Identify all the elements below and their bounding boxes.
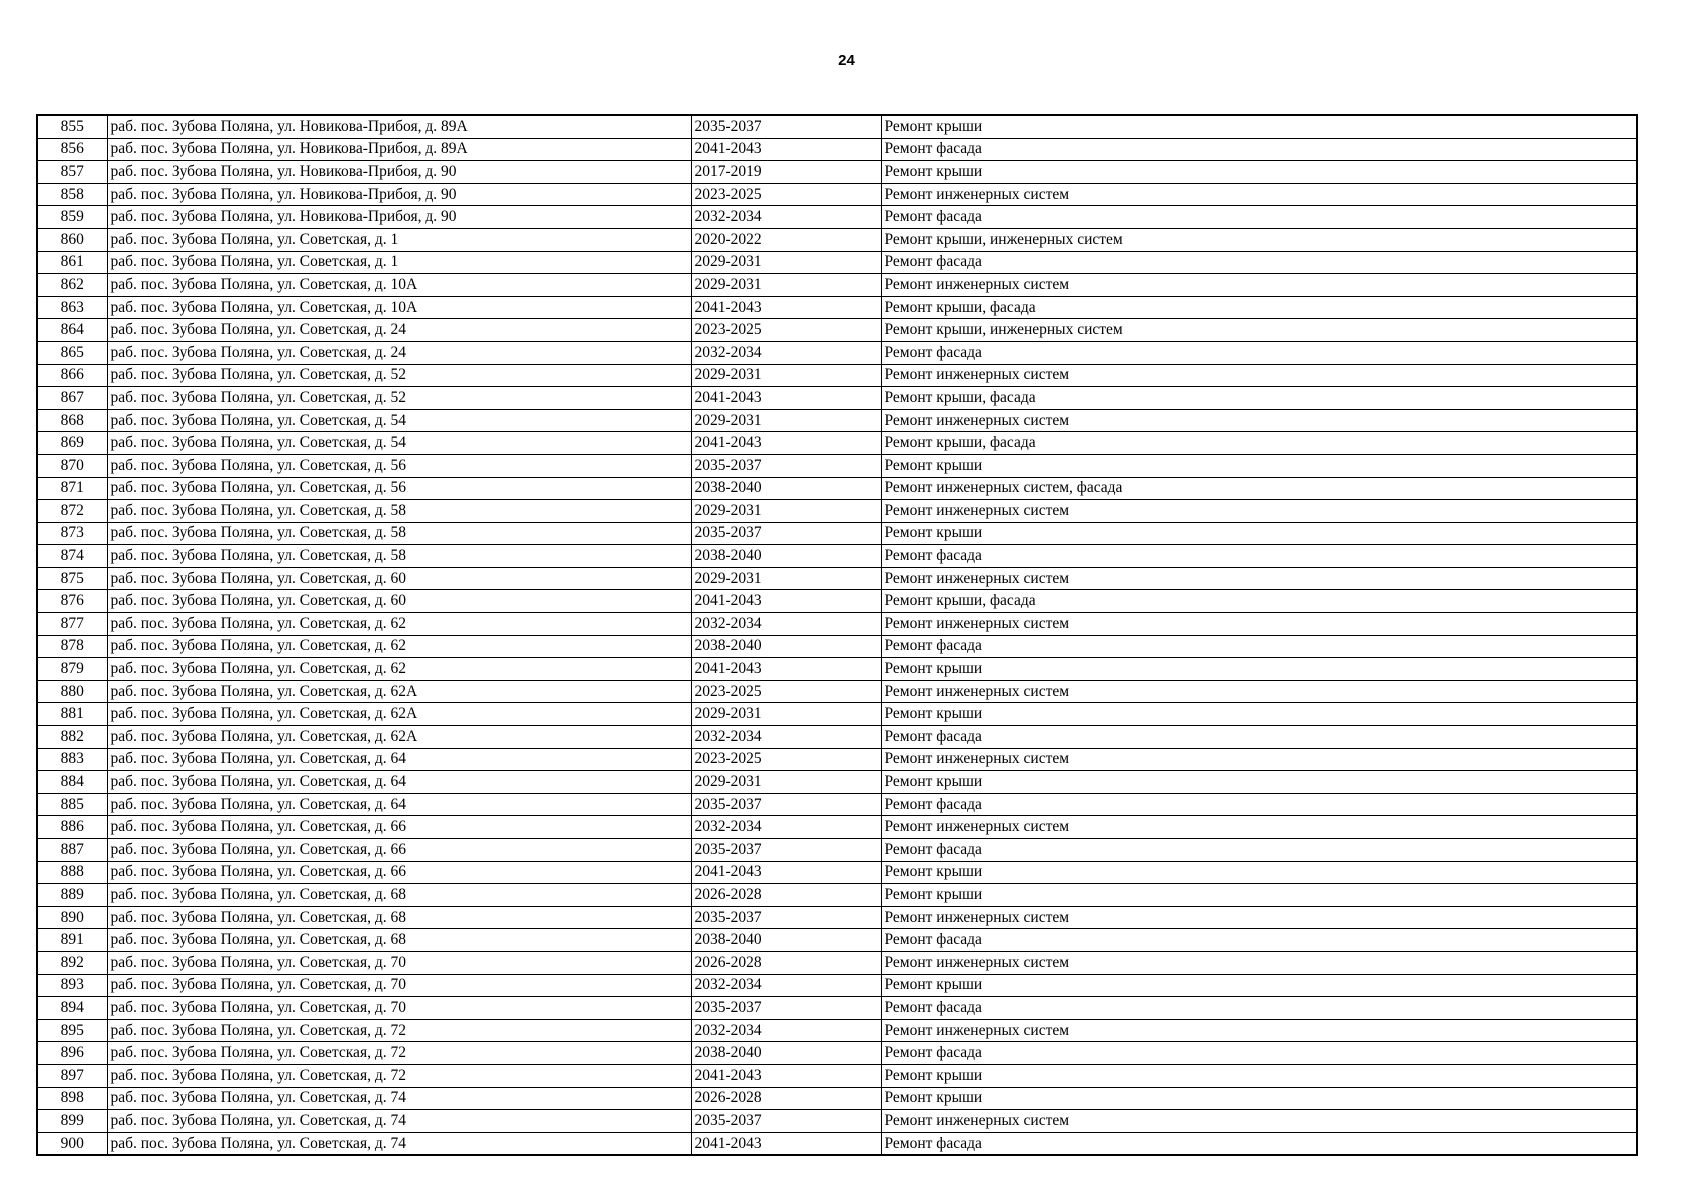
address-cell: раб. пос. Зубова Поляна, ул. Советская, д. 68 [107, 906, 691, 929]
table-row [37, 726, 1637, 749]
period-cell: 2035-2037 [691, 793, 881, 816]
row-number: 884 [37, 771, 107, 794]
work-type-cell: Ремонт инженерных систем [881, 1019, 1637, 1042]
table-body [37, 115, 1637, 1155]
work-type-cell: Ремонт инженерных систем [881, 1110, 1637, 1133]
row-number: 888 [37, 861, 107, 884]
work-type-cell: Ремонт крыши [881, 703, 1637, 726]
address-cell: раб. пос. Зубова Поляна, ул. Советская, д. 72 [107, 1042, 691, 1065]
work-type-cell: Ремонт инженерных систем [881, 409, 1637, 432]
work-type-cell: Ремонт крыши [881, 115, 1637, 138]
address-cell: раб. пос. Зубова Поляна, ул. Советская, д. 10А [107, 274, 691, 297]
work-type-cell: Ремонт крыши [881, 771, 1637, 794]
table-row [37, 613, 1637, 636]
row-number: 871 [37, 477, 107, 500]
address-cell: раб. пос. Зубова Поляна, ул. Советская, д. 24 [107, 319, 691, 342]
row-number: 856 [37, 138, 107, 161]
address-cell: раб. пос. Зубова Поляна, ул. Советская, д. 58 [107, 522, 691, 545]
work-type-cell: Ремонт инженерных систем [881, 816, 1637, 839]
address-cell: раб. пос. Зубова Поляна, ул. Советская, д. 62А [107, 726, 691, 749]
period-cell: 2026-2028 [691, 884, 881, 907]
period-cell: 2032-2034 [691, 613, 881, 636]
row-number: 861 [37, 251, 107, 274]
work-type-cell: Ремонт крыши [881, 974, 1637, 997]
row-number: 855 [37, 115, 107, 138]
table-row [37, 432, 1637, 455]
work-type-cell: Ремонт фасада [881, 138, 1637, 161]
period-cell: 2029-2031 [691, 251, 881, 274]
row-number: 862 [37, 274, 107, 297]
period-cell: 2041-2043 [691, 138, 881, 161]
table-row [37, 206, 1637, 229]
table-row [37, 839, 1637, 862]
row-number: 898 [37, 1087, 107, 1110]
period-cell: 2035-2037 [691, 454, 881, 477]
address-cell: раб. пос. Зубова Поляна, ул. Советская, д. 72 [107, 1064, 691, 1087]
period-cell: 2029-2031 [691, 364, 881, 387]
address-cell: раб. пос. Зубова Поляна, ул. Советская, д. 58 [107, 500, 691, 523]
work-type-cell: Ремонт крыши [881, 861, 1637, 884]
table-row [37, 567, 1637, 590]
address-cell: раб. пос. Зубова Поляна, ул. Советская, д. 64 [107, 793, 691, 816]
row-number: 866 [37, 364, 107, 387]
row-number: 875 [37, 567, 107, 590]
work-type-cell: Ремонт инженерных систем [881, 183, 1637, 206]
period-cell: 2032-2034 [691, 816, 881, 839]
row-number: 873 [37, 522, 107, 545]
period-cell: 2035-2037 [691, 839, 881, 862]
row-number: 892 [37, 951, 107, 974]
address-cell: раб. пос. Зубова Поляна, ул. Советская, д. 66 [107, 861, 691, 884]
row-number: 896 [37, 1042, 107, 1065]
work-type-cell: Ремонт инженерных систем [881, 680, 1637, 703]
table-row [37, 1087, 1637, 1110]
row-number: 870 [37, 454, 107, 477]
work-type-cell: Ремонт крыши [881, 1064, 1637, 1087]
work-type-cell: Ремонт крыши, фасада [881, 387, 1637, 410]
work-type-cell: Ремонт фасада [881, 206, 1637, 229]
address-cell: раб. пос. Зубова Поляна, ул. Советская, д. 52 [107, 364, 691, 387]
period-cell: 2029-2031 [691, 274, 881, 297]
work-type-cell: Ремонт фасада [881, 929, 1637, 952]
table-row [37, 658, 1637, 681]
period-cell: 2041-2043 [691, 1064, 881, 1087]
address-cell: раб. пос. Зубова Поляна, ул. Новикова-Прибоя, д. 89А [107, 138, 691, 161]
address-cell: раб. пос. Зубова Поляна, ул. Советская, д. 24 [107, 341, 691, 364]
address-cell: раб. пос. Зубова Поляна, ул. Советская, д. 68 [107, 884, 691, 907]
address-cell: раб. пос. Зубова Поляна, ул. Советская, д. 64 [107, 771, 691, 794]
work-type-cell: Ремонт крыши [881, 884, 1637, 907]
address-cell: раб. пос. Зубова Поляна, ул. Новикова-Прибоя, д. 90 [107, 206, 691, 229]
address-cell: раб. пос. Зубова Поляна, ул. Новикова-Прибоя, д. 89А [107, 115, 691, 138]
address-cell: раб. пос. Зубова Поляна, ул. Советская, д. 60 [107, 567, 691, 590]
table-row [37, 1019, 1637, 1042]
address-cell: раб. пос. Зубова Поляна, ул. Советская, д. 1 [107, 228, 691, 251]
table-row [37, 680, 1637, 703]
period-cell: 2029-2031 [691, 771, 881, 794]
address-cell: раб. пос. Зубова Поляна, ул. Советская, д. 54 [107, 432, 691, 455]
work-type-cell: Ремонт инженерных систем [881, 748, 1637, 771]
row-number: 890 [37, 906, 107, 929]
row-number: 900 [37, 1132, 107, 1155]
table-row [37, 341, 1637, 364]
period-cell: 2035-2037 [691, 522, 881, 545]
row-number: 868 [37, 409, 107, 432]
work-type-cell: Ремонт крыши, фасада [881, 590, 1637, 613]
period-cell: 2026-2028 [691, 951, 881, 974]
table-row [37, 590, 1637, 613]
row-number: 874 [37, 545, 107, 568]
address-cell: раб. пос. Зубова Поляна, ул. Советская, д. 74 [107, 1110, 691, 1133]
address-cell: раб. пос. Зубова Поляна, ул. Советская, д. 70 [107, 951, 691, 974]
table-row [37, 161, 1637, 184]
work-type-cell: Ремонт инженерных систем [881, 951, 1637, 974]
address-cell: раб. пос. Зубова Поляна, ул. Советская, д. 74 [107, 1132, 691, 1155]
address-cell: раб. пос. Зубова Поляна, ул. Новикова-Прибоя, д. 90 [107, 183, 691, 206]
period-cell: 2029-2031 [691, 703, 881, 726]
table-row [37, 748, 1637, 771]
address-cell: раб. пос. Зубова Поляна, ул. Советская, д. 56 [107, 454, 691, 477]
period-cell: 2038-2040 [691, 635, 881, 658]
work-type-cell: Ремонт инженерных систем, фасада [881, 477, 1637, 500]
address-cell: раб. пос. Зубова Поляна, ул. Советская, д. 1 [107, 251, 691, 274]
work-type-cell: Ремонт крыши [881, 454, 1637, 477]
work-type-cell: Ремонт крыши, инженерных систем [881, 228, 1637, 251]
period-cell: 2032-2034 [691, 341, 881, 364]
row-number: 876 [37, 590, 107, 613]
period-cell: 2041-2043 [691, 387, 881, 410]
table-row [37, 500, 1637, 523]
address-cell: раб. пос. Зубова Поляна, ул. Советская, д. 62А [107, 680, 691, 703]
period-cell: 2032-2034 [691, 974, 881, 997]
period-cell: 2023-2025 [691, 319, 881, 342]
table-row [37, 771, 1637, 794]
period-cell: 2020-2022 [691, 228, 881, 251]
row-number: 881 [37, 703, 107, 726]
address-cell: раб. пос. Зубова Поляна, ул. Новикова-Прибоя, д. 90 [107, 161, 691, 184]
period-cell: 2035-2037 [691, 997, 881, 1020]
table-row [37, 454, 1637, 477]
table-row [37, 387, 1637, 410]
row-number: 865 [37, 341, 107, 364]
table-row [37, 816, 1637, 839]
address-cell: раб. пос. Зубова Поляна, ул. Советская, д. 62 [107, 613, 691, 636]
address-cell: раб. пос. Зубова Поляна, ул. Советская, д. 54 [107, 409, 691, 432]
row-number: 899 [37, 1110, 107, 1133]
row-number: 895 [37, 1019, 107, 1042]
period-cell: 2023-2025 [691, 748, 881, 771]
work-type-cell: Ремонт фасада [881, 997, 1637, 1020]
period-cell: 2029-2031 [691, 567, 881, 590]
work-type-cell: Ремонт инженерных систем [881, 613, 1637, 636]
period-cell: 2038-2040 [691, 477, 881, 500]
table-row [37, 906, 1637, 929]
address-cell: раб. пос. Зубова Поляна, ул. Советская, д. 74 [107, 1087, 691, 1110]
period-cell: 2041-2043 [691, 432, 881, 455]
table-row [37, 228, 1637, 251]
row-number: 891 [37, 929, 107, 952]
work-type-cell: Ремонт фасада [881, 1042, 1637, 1065]
period-cell: 2029-2031 [691, 409, 881, 432]
work-type-cell: Ремонт фасада [881, 635, 1637, 658]
table-row [37, 115, 1637, 138]
period-cell: 2035-2037 [691, 115, 881, 138]
work-type-cell: Ремонт крыши [881, 658, 1637, 681]
row-number: 877 [37, 613, 107, 636]
row-number: 885 [37, 793, 107, 816]
period-cell: 2032-2034 [691, 206, 881, 229]
table-row [37, 1132, 1637, 1155]
period-cell: 2038-2040 [691, 1042, 881, 1065]
table-row [37, 296, 1637, 319]
period-cell: 2041-2043 [691, 590, 881, 613]
row-number: 860 [37, 228, 107, 251]
row-number: 872 [37, 500, 107, 523]
work-type-cell: Ремонт крыши, инженерных систем [881, 319, 1637, 342]
table-row [37, 1064, 1637, 1087]
period-cell: 2032-2034 [691, 1019, 881, 1042]
table-row [37, 1110, 1637, 1133]
period-cell: 2038-2040 [691, 929, 881, 952]
work-type-cell: Ремонт инженерных систем [881, 906, 1637, 929]
table-row [37, 274, 1637, 297]
row-number: 897 [37, 1064, 107, 1087]
table-row [37, 138, 1637, 161]
address-cell: раб. пос. Зубова Поляна, ул. Советская, д. 58 [107, 545, 691, 568]
table-row [37, 974, 1637, 997]
row-number: 857 [37, 161, 107, 184]
period-cell: 2038-2040 [691, 545, 881, 568]
period-cell: 2023-2025 [691, 680, 881, 703]
address-cell: раб. пос. Зубова Поляна, ул. Советская, д. 62 [107, 658, 691, 681]
period-cell: 2041-2043 [691, 658, 881, 681]
row-number: 893 [37, 974, 107, 997]
row-number: 859 [37, 206, 107, 229]
work-type-cell: Ремонт фасада [881, 793, 1637, 816]
work-type-cell: Ремонт фасада [881, 839, 1637, 862]
address-cell: раб. пос. Зубова Поляна, ул. Советская, д. 64 [107, 748, 691, 771]
work-type-cell: Ремонт инженерных систем [881, 364, 1637, 387]
period-cell: 2035-2037 [691, 906, 881, 929]
period-cell: 2035-2037 [691, 1110, 881, 1133]
period-cell: 2041-2043 [691, 1132, 881, 1155]
period-cell: 2041-2043 [691, 296, 881, 319]
row-number: 878 [37, 635, 107, 658]
row-number: 880 [37, 680, 107, 703]
address-cell: раб. пос. Зубова Поляна, ул. Советская, д. 10А [107, 296, 691, 319]
row-number: 858 [37, 183, 107, 206]
work-type-cell: Ремонт инженерных систем [881, 567, 1637, 590]
address-cell: раб. пос. Зубова Поляна, ул. Советская, д. 66 [107, 816, 691, 839]
address-cell: раб. пос. Зубова Поляна, ул. Советская, д. 62 [107, 635, 691, 658]
address-cell: раб. пос. Зубова Поляна, ул. Советская, д. 66 [107, 839, 691, 862]
row-number: 889 [37, 884, 107, 907]
table-row [37, 477, 1637, 500]
work-type-cell: Ремонт крыши, фасада [881, 296, 1637, 319]
table-row [37, 861, 1637, 884]
repair-schedule-table [36, 114, 1638, 1156]
address-cell: раб. пос. Зубова Поляна, ул. Советская, д. 70 [107, 974, 691, 997]
period-cell: 2023-2025 [691, 183, 881, 206]
row-number: 882 [37, 726, 107, 749]
table-row [37, 251, 1637, 274]
table-row [37, 364, 1637, 387]
row-number: 887 [37, 839, 107, 862]
row-number: 879 [37, 658, 107, 681]
address-cell: раб. пос. Зубова Поляна, ул. Советская, д. 60 [107, 590, 691, 613]
work-type-cell: Ремонт крыши [881, 161, 1637, 184]
period-cell: 2029-2031 [691, 500, 881, 523]
page-number: 24 [838, 52, 855, 69]
work-type-cell: Ремонт фасада [881, 341, 1637, 364]
work-type-cell: Ремонт фасада [881, 1132, 1637, 1155]
row-number: 883 [37, 748, 107, 771]
period-cell: 2041-2043 [691, 861, 881, 884]
table-row [37, 793, 1637, 816]
table-row [37, 703, 1637, 726]
table-row [37, 522, 1637, 545]
address-cell: раб. пос. Зубова Поляна, ул. Советская, д. 62А [107, 703, 691, 726]
row-number: 886 [37, 816, 107, 839]
address-cell: раб. пос. Зубова Поляна, ул. Советская, д. 68 [107, 929, 691, 952]
table-row [37, 319, 1637, 342]
row-number: 863 [37, 296, 107, 319]
work-type-cell: Ремонт фасада [881, 251, 1637, 274]
work-type-cell: Ремонт крыши, фасада [881, 432, 1637, 455]
address-cell: раб. пос. Зубова Поляна, ул. Советская, д. 72 [107, 1019, 691, 1042]
table-row [37, 997, 1637, 1020]
work-type-cell: Ремонт фасада [881, 545, 1637, 568]
row-number: 864 [37, 319, 107, 342]
address-cell: раб. пос. Зубова Поляна, ул. Советская, д. 56 [107, 477, 691, 500]
table-row [37, 951, 1637, 974]
row-number: 869 [37, 432, 107, 455]
period-cell: 2017-2019 [691, 161, 881, 184]
work-type-cell: Ремонт крыши [881, 1087, 1637, 1110]
period-cell: 2032-2034 [691, 726, 881, 749]
table-row [37, 1042, 1637, 1065]
table-row [37, 635, 1637, 658]
table-row [37, 929, 1637, 952]
work-type-cell: Ремонт крыши [881, 522, 1637, 545]
row-number: 867 [37, 387, 107, 410]
work-type-cell: Ремонт инженерных систем [881, 500, 1637, 523]
table-row [37, 884, 1637, 907]
work-type-cell: Ремонт инженерных систем [881, 274, 1637, 297]
period-cell: 2026-2028 [691, 1087, 881, 1110]
table-row [37, 409, 1637, 432]
row-number: 894 [37, 997, 107, 1020]
address-cell: раб. пос. Зубова Поляна, ул. Советская, д. 52 [107, 387, 691, 410]
table-row [37, 183, 1637, 206]
table-row [37, 545, 1637, 568]
address-cell: раб. пос. Зубова Поляна, ул. Советская, д. 70 [107, 997, 691, 1020]
work-type-cell: Ремонт фасада [881, 726, 1637, 749]
